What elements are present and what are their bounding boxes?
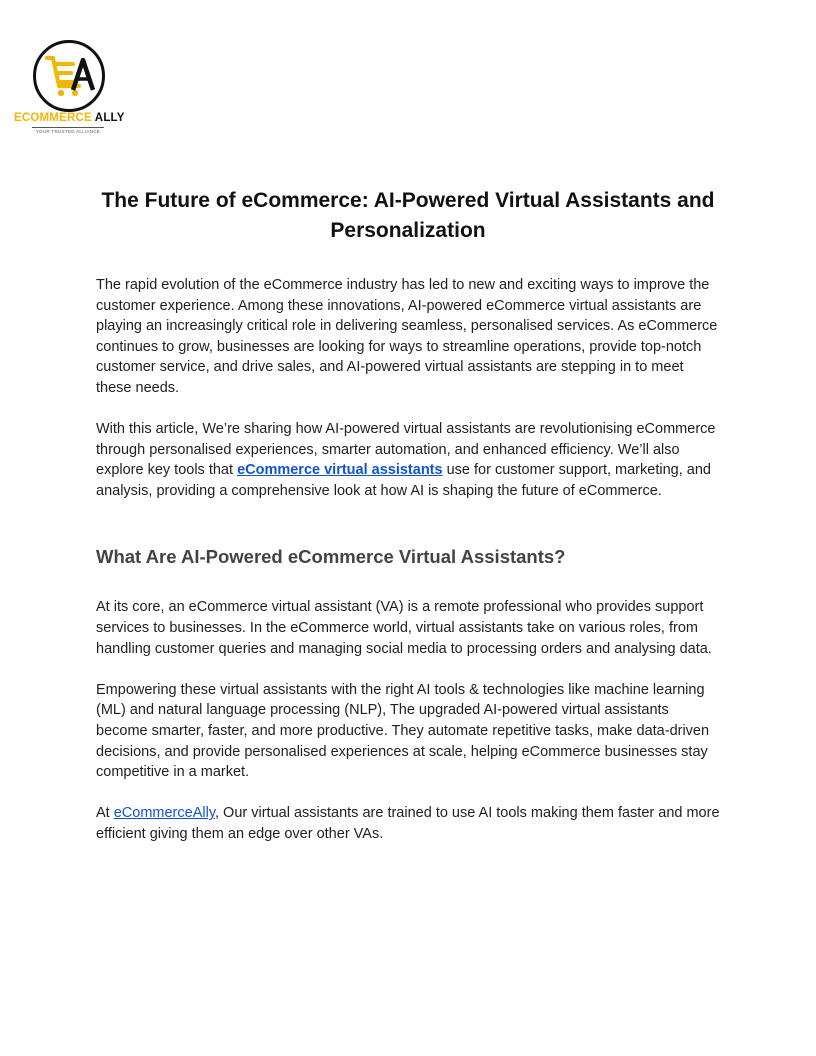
overview-text-after-link: use for customer support, marketing, and analysis, providing a comprehensive look at how AI is shaping the future of eCommerce. <box>96 462 711 499</box>
article-overview-paragraph <box>96 419 722 501</box>
definition-paragraph: At its core, an eCommerce virtual assistant (VA) is a remote professional who provides support services to businesses. In the eCommerce world, virtual assistants take on various roles, from handling customer queries and managing social media to processing orders and analysing data. <box>96 599 712 657</box>
overview-text-before-link: With this article, We’re sharing how AI-powered virtual assistants are revolutionising eCommerce through personalised experiences, smarter automation, and enhanced efficiency. We’ll also explore key tools that <box>96 421 716 479</box>
logo-emblem <box>33 40 105 112</box>
section-heading: What Are AI-Powered eCommerce Virtual Assistants? <box>96 546 566 568</box>
logo-wordmark <box>14 112 125 124</box>
logo-wordmark-part2: ALLY <box>91 112 125 124</box>
brand-logo <box>14 38 125 138</box>
ai-tools-paragraph: Empowering these virtual assistants with the right AI tools & technologies like machine learning (ML) and natural language processing (NLP), The upgraded AI-powered virtual assistants become smarter, faster, and more productive. They automate repetitive tasks, make data-driven decisions, and provide personalised experiences at scale, helping eCommerce businesses stay competitive in a market. <box>96 681 710 781</box>
ecommerce-virtual-assistants-link[interactable]: eCommerce virtual assistants <box>237 462 443 479</box>
ecommerceally-link[interactable]: eCommerceAlly <box>113 805 215 822</box>
ally-text-after-link: , Our virtual assistants are trained to use AI tools making them faster and more efficient giving them an edge over other VAs. <box>96 805 720 842</box>
logo-tagline: YOUR TRUSTED ALLIANCE <box>32 127 104 134</box>
cart-icon <box>39 46 99 106</box>
article-body <box>96 275 722 844</box>
page-title: The Future of eCommerce: AI-Powered Virtual Assistants and Personalization <box>101 189 715 242</box>
ecommerceally-paragraph <box>96 803 722 844</box>
logo-wordmark-part1: ECOMMERCE <box>14 112 92 124</box>
intro-paragraph: The rapid evolution of the eCommerce industry has led to new and exciting ways to improve the customer experience. Among these innovations, AI-powered eCommerce virtual assistants are playing an increasingly critical role in delivering seamless, personalised services. As eCommerce continues to grow, businesses are looking for ways to streamline operations, provide top-notch customer service, and drive sales, and AI-powered virtual assistants are stepping in to meet these needs. <box>96 277 718 396</box>
ally-text-before-link: At <box>96 805 114 822</box>
